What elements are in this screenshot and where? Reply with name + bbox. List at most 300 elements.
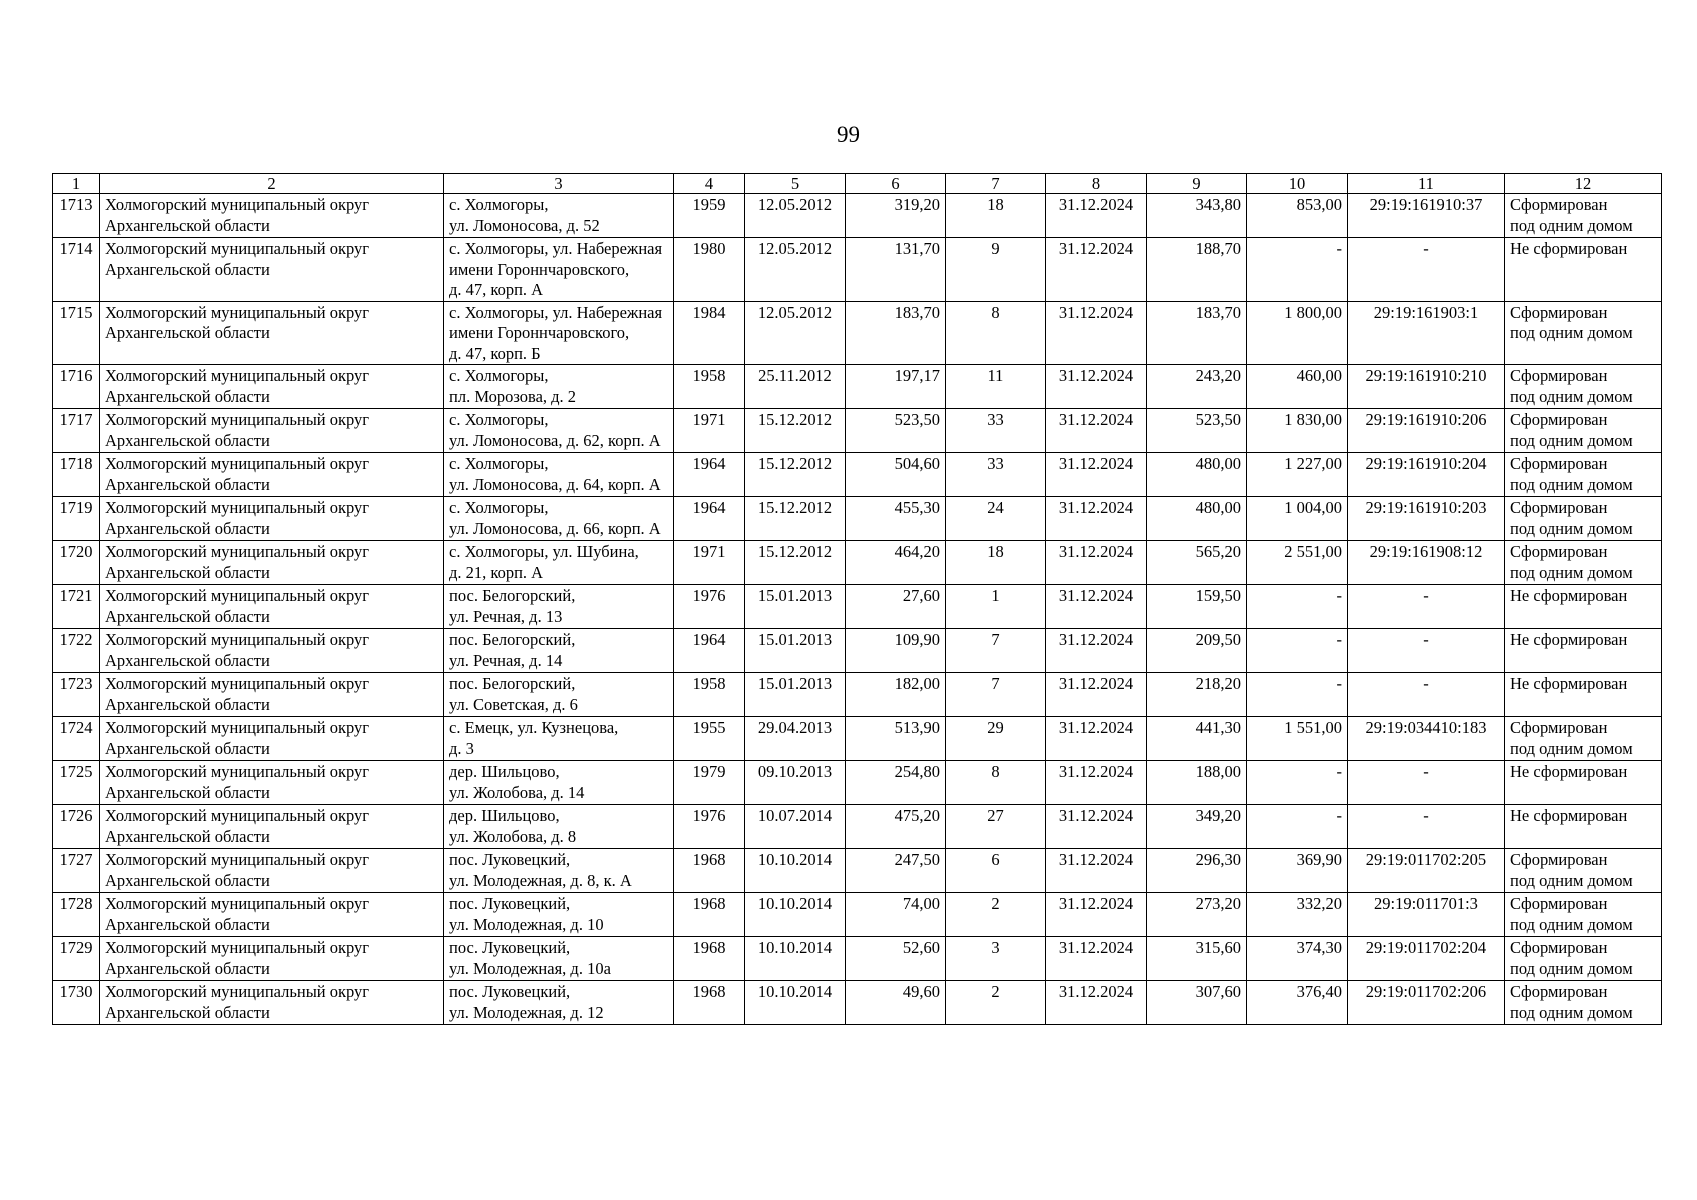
- cadastral-number-cell: 29:19:011702:204: [1348, 937, 1505, 981]
- year-cell: 1976: [674, 805, 745, 849]
- status-cell-line: под одним домом: [1510, 562, 1633, 582]
- deadline-cell: 31.12.2024: [1046, 238, 1147, 302]
- municipality-cell-line: Архангельской области: [105, 870, 270, 890]
- status-cell-line: под одним домом: [1510, 738, 1633, 758]
- total-area-cell: 523,50: [1147, 409, 1247, 453]
- land-area-cell: 853,00: [1247, 194, 1348, 238]
- address-cell-line: д. 47, корп. А: [449, 280, 544, 299]
- table-row: [53, 301, 1662, 365]
- year-cell: 1968: [674, 937, 745, 981]
- row-number: 1721: [53, 585, 100, 629]
- col-header: 12: [1505, 174, 1662, 194]
- cadastral-number-cell: 29:19:011702:205: [1348, 849, 1505, 893]
- row-number: 1713: [53, 194, 100, 238]
- municipality-cell: [100, 365, 444, 409]
- status-cell: [1505, 761, 1662, 805]
- date-cell: 10.07.2014: [745, 805, 846, 849]
- year-cell: 1964: [674, 629, 745, 673]
- status-cell-line: Сформирован: [1510, 498, 1608, 517]
- total-area-cell: 296,30: [1147, 849, 1247, 893]
- municipality-cell-line: Холмогорский муниципальный округ: [105, 630, 370, 649]
- address-cell-line: с. Холмогоры,: [449, 498, 549, 517]
- residents-cell: 33: [946, 453, 1046, 497]
- cadastral-number-cell: -: [1348, 673, 1505, 717]
- municipality-cell: [100, 585, 444, 629]
- address-cell: [444, 761, 674, 805]
- area-cell: 52,60: [846, 937, 946, 981]
- cadastral-number-cell: 29:19:161910:204: [1348, 453, 1505, 497]
- municipality-cell: [100, 497, 444, 541]
- row-number: 1723: [53, 673, 100, 717]
- address-cell: [444, 194, 674, 238]
- date-cell: 15.12.2012: [745, 409, 846, 453]
- total-area-cell: 159,50: [1147, 585, 1247, 629]
- municipality-cell-line: Холмогорский муниципальный округ: [105, 542, 370, 561]
- area-cell: 49,60: [846, 981, 946, 1025]
- address-cell: [444, 497, 674, 541]
- municipality-cell-line: Архангельской области: [105, 606, 270, 626]
- municipality-cell: [100, 541, 444, 585]
- date-cell: 12.05.2012: [745, 194, 846, 238]
- deadline-cell: 31.12.2024: [1046, 937, 1147, 981]
- table-row: [53, 717, 1662, 761]
- municipality-cell-line: Холмогорский муниципальный округ: [105, 454, 370, 473]
- date-cell: 15.12.2012: [745, 497, 846, 541]
- year-cell: 1968: [674, 981, 745, 1025]
- municipality-cell-line: Архангельской области: [105, 1002, 270, 1022]
- status-cell-line: Сформирован: [1510, 894, 1608, 913]
- land-area-cell: -: [1247, 585, 1348, 629]
- municipality-cell: [100, 453, 444, 497]
- address-cell-line: с. Холмогоры,: [449, 410, 549, 429]
- status-cell-line: Не сформирован: [1510, 239, 1628, 258]
- row-number: 1718: [53, 453, 100, 497]
- year-cell: 1964: [674, 453, 745, 497]
- land-area-cell: 1 800,00: [1247, 301, 1348, 365]
- deadline-cell: 31.12.2024: [1046, 981, 1147, 1025]
- status-cell-line: Не сформирован: [1510, 586, 1628, 605]
- total-area-cell: 480,00: [1147, 453, 1247, 497]
- municipality-cell: [100, 805, 444, 849]
- residents-cell: 2: [946, 981, 1046, 1025]
- total-area-cell: 218,20: [1147, 673, 1247, 717]
- address-cell: [444, 365, 674, 409]
- date-cell: 15.12.2012: [745, 541, 846, 585]
- address-cell-line: дер. Шильцово,: [449, 806, 560, 825]
- address-cell: [444, 893, 674, 937]
- address-cell: [444, 629, 674, 673]
- residents-cell: 8: [946, 301, 1046, 365]
- table-row: [53, 761, 1662, 805]
- area-cell: 74,00: [846, 893, 946, 937]
- municipality-cell: [100, 893, 444, 937]
- total-area-cell: 188,00: [1147, 761, 1247, 805]
- deadline-cell: 31.12.2024: [1046, 893, 1147, 937]
- status-cell-line: под одним домом: [1510, 1002, 1633, 1022]
- municipality-cell-line: Холмогорский муниципальный округ: [105, 762, 370, 781]
- address-cell-line: д. 21, корп. А: [449, 562, 544, 582]
- address-cell-line: дер. Шильцово,: [449, 762, 560, 781]
- address-cell-line: ул. Ломоносова, д. 62, корп. А: [449, 430, 661, 450]
- area-cell: 513,90: [846, 717, 946, 761]
- status-cell-line: под одним домом: [1510, 430, 1633, 450]
- municipality-cell-line: Холмогорский муниципальный округ: [105, 410, 370, 429]
- deadline-cell: 31.12.2024: [1046, 629, 1147, 673]
- address-cell-line: пл. Морозова, д. 2: [449, 386, 577, 406]
- status-cell-line: Сформирован: [1510, 542, 1608, 561]
- status-cell-line: под одним домом: [1510, 518, 1633, 538]
- status-cell-line: Сформирован: [1510, 195, 1608, 214]
- status-cell: [1505, 937, 1662, 981]
- status-cell: [1505, 585, 1662, 629]
- address-cell: [444, 937, 674, 981]
- deadline-cell: 31.12.2024: [1046, 761, 1147, 805]
- municipality-cell-line: Архангельской области: [105, 259, 270, 279]
- land-area-cell: -: [1247, 673, 1348, 717]
- table-row: [53, 453, 1662, 497]
- status-cell-line: Не сформирован: [1510, 630, 1628, 649]
- area-cell: 319,20: [846, 194, 946, 238]
- year-cell: 1959: [674, 194, 745, 238]
- status-cell-line: под одним домом: [1510, 914, 1633, 934]
- deadline-cell: 31.12.2024: [1046, 717, 1147, 761]
- date-cell: 10.10.2014: [745, 893, 846, 937]
- cadastral-number-cell: -: [1348, 805, 1505, 849]
- table-row: [53, 194, 1662, 238]
- header-row: [53, 174, 1662, 194]
- area-cell: 27,60: [846, 585, 946, 629]
- cadastral-number-cell: 29:19:161910:210: [1348, 365, 1505, 409]
- address-cell-line: ул. Молодежная, д. 10: [449, 914, 604, 934]
- municipality-cell-line: Архангельской области: [105, 474, 270, 494]
- deadline-cell: 31.12.2024: [1046, 585, 1147, 629]
- status-cell: [1505, 717, 1662, 761]
- status-cell-line: под одним домом: [1510, 870, 1633, 890]
- cadastral-number-cell: -: [1348, 238, 1505, 302]
- address-cell-line: с. Холмогоры,: [449, 195, 549, 214]
- residents-cell: 8: [946, 761, 1046, 805]
- date-cell: 09.10.2013: [745, 761, 846, 805]
- address-cell: [444, 585, 674, 629]
- address-cell-line: ул. Советская, д. 6: [449, 694, 578, 714]
- area-cell: 109,90: [846, 629, 946, 673]
- status-cell: [1505, 409, 1662, 453]
- land-area-cell: 2 551,00: [1247, 541, 1348, 585]
- row-number: 1724: [53, 717, 100, 761]
- year-cell: 1968: [674, 849, 745, 893]
- status-cell-line: Не сформирован: [1510, 806, 1628, 825]
- deadline-cell: 31.12.2024: [1046, 301, 1147, 365]
- row-number: 1719: [53, 497, 100, 541]
- address-cell-line: ул. Ломоносова, д. 64, корп. А: [449, 474, 661, 494]
- total-area-cell: 349,20: [1147, 805, 1247, 849]
- cadastral-number-cell: 29:19:161910:37: [1348, 194, 1505, 238]
- municipality-cell: [100, 937, 444, 981]
- cadastral-number-cell: 29:19:011702:206: [1348, 981, 1505, 1025]
- col-header: 7: [946, 174, 1046, 194]
- deadline-cell: 31.12.2024: [1046, 849, 1147, 893]
- area-cell: 247,50: [846, 849, 946, 893]
- status-cell-line: Не сформирован: [1510, 674, 1628, 693]
- table-row: [53, 805, 1662, 849]
- address-cell-line: пос. Белогорский,: [449, 586, 576, 605]
- municipality-cell: [100, 761, 444, 805]
- area-cell: 475,20: [846, 805, 946, 849]
- municipality-cell-line: Холмогорский муниципальный округ: [105, 239, 370, 258]
- status-cell: [1505, 629, 1662, 673]
- row-number: 1715: [53, 301, 100, 365]
- municipality-cell-line: Архангельской области: [105, 650, 270, 670]
- municipality-cell-line: Холмогорский муниципальный округ: [105, 674, 370, 693]
- cadastral-number-cell: 29:19:034410:183: [1348, 717, 1505, 761]
- status-cell-line: Не сформирован: [1510, 762, 1628, 781]
- municipality-cell-line: Архангельской области: [105, 215, 270, 235]
- area-cell: 197,17: [846, 365, 946, 409]
- municipality-cell-line: Холмогорский муниципальный округ: [105, 498, 370, 517]
- address-cell-line: ул. Жолобова, д. 14: [449, 782, 585, 802]
- status-cell: [1505, 365, 1662, 409]
- year-cell: 1955: [674, 717, 745, 761]
- municipality-cell: [100, 849, 444, 893]
- deadline-cell: 31.12.2024: [1046, 541, 1147, 585]
- year-cell: 1980: [674, 238, 745, 302]
- residents-cell: 11: [946, 365, 1046, 409]
- address-cell: [444, 981, 674, 1025]
- year-cell: 1964: [674, 497, 745, 541]
- land-area-cell: 374,30: [1247, 937, 1348, 981]
- col-header: 4: [674, 174, 745, 194]
- municipality-cell-line: Архангельской области: [105, 386, 270, 406]
- address-cell-line: пос. Белогорский,: [449, 630, 576, 649]
- table-row: [53, 238, 1662, 302]
- row-number: 1720: [53, 541, 100, 585]
- status-cell: [1505, 301, 1662, 365]
- address-cell-line: пос. Луковецкий,: [449, 850, 571, 869]
- residents-cell: 7: [946, 673, 1046, 717]
- deadline-cell: 31.12.2024: [1046, 805, 1147, 849]
- total-area-cell: 188,70: [1147, 238, 1247, 302]
- municipality-cell-line: Холмогорский муниципальный округ: [105, 586, 370, 605]
- land-area-cell: 1 551,00: [1247, 717, 1348, 761]
- row-number: 1716: [53, 365, 100, 409]
- municipality-cell-line: Архангельской области: [105, 694, 270, 714]
- residents-cell: 33: [946, 409, 1046, 453]
- date-cell: 12.05.2012: [745, 238, 846, 302]
- col-header: 10: [1247, 174, 1348, 194]
- municipality-cell: [100, 301, 444, 365]
- residents-cell: 24: [946, 497, 1046, 541]
- municipality-cell-line: Холмогорский муниципальный округ: [105, 982, 370, 1001]
- total-area-cell: 183,70: [1147, 301, 1247, 365]
- status-cell: [1505, 238, 1662, 302]
- status-cell-line: под одним домом: [1510, 323, 1633, 342]
- residents-cell: 1: [946, 585, 1046, 629]
- area-cell: 464,20: [846, 541, 946, 585]
- address-cell-line: с. Холмогоры, ул. Шубина,: [449, 542, 639, 561]
- date-cell: 10.10.2014: [745, 849, 846, 893]
- total-area-cell: 343,80: [1147, 194, 1247, 238]
- deadline-cell: 31.12.2024: [1046, 453, 1147, 497]
- table-row: [53, 409, 1662, 453]
- status-cell-line: под одним домом: [1510, 958, 1633, 978]
- col-header: 5: [745, 174, 846, 194]
- year-cell: 1968: [674, 893, 745, 937]
- address-cell-line: пос. Луковецкий,: [449, 894, 571, 913]
- col-header: 9: [1147, 174, 1247, 194]
- status-cell-line: Сформирован: [1510, 718, 1608, 737]
- address-cell-line: д. 3: [449, 738, 474, 758]
- area-cell: 131,70: [846, 238, 946, 302]
- date-cell: 10.10.2014: [745, 937, 846, 981]
- status-cell-line: под одним домом: [1510, 386, 1633, 406]
- status-cell-line: Сформирован: [1510, 302, 1608, 322]
- address-cell: [444, 717, 674, 761]
- col-header: 3: [444, 174, 674, 194]
- land-area-cell: 369,90: [1247, 849, 1348, 893]
- address-cell-line: ул. Молодежная, д. 10а: [449, 958, 611, 978]
- area-cell: 183,70: [846, 301, 946, 365]
- col-header: 11: [1348, 174, 1505, 194]
- total-area-cell: 480,00: [1147, 497, 1247, 541]
- status-cell-line: Сформирован: [1510, 366, 1608, 385]
- address-cell-line: ул. Молодежная, д. 8, к. А: [449, 870, 632, 890]
- table-row: [53, 673, 1662, 717]
- total-area-cell: 307,60: [1147, 981, 1247, 1025]
- status-cell: [1505, 893, 1662, 937]
- address-cell-line: ул. Ломоносова, д. 66, корп. А: [449, 518, 661, 538]
- land-area-cell: 332,20: [1247, 893, 1348, 937]
- municipality-cell-line: Архангельской области: [105, 914, 270, 934]
- cadastral-number-cell: -: [1348, 761, 1505, 805]
- address-cell-line: пос. Луковецкий,: [449, 938, 571, 957]
- municipality-cell: [100, 717, 444, 761]
- year-cell: 1958: [674, 365, 745, 409]
- municipality-cell-line: Холмогорский муниципальный округ: [105, 302, 370, 322]
- row-number: 1714: [53, 238, 100, 302]
- address-cell: [444, 301, 674, 365]
- table-row: [53, 629, 1662, 673]
- table-row: [53, 849, 1662, 893]
- deadline-cell: 31.12.2024: [1046, 673, 1147, 717]
- row-number: 1722: [53, 629, 100, 673]
- municipality-cell: [100, 629, 444, 673]
- residents-cell: 18: [946, 541, 1046, 585]
- municipality-cell-line: Архангельской области: [105, 782, 270, 802]
- address-cell-line: ул. Речная, д. 14: [449, 650, 563, 670]
- municipality-cell: [100, 238, 444, 302]
- cadastral-number-cell: 29:19:161910:203: [1348, 497, 1505, 541]
- year-cell: 1976: [674, 585, 745, 629]
- residents-cell: 7: [946, 629, 1046, 673]
- address-cell-line: с. Холмогоры, ул. Набережная: [449, 302, 663, 322]
- land-area-cell: -: [1247, 238, 1348, 302]
- status-cell-line: Сформирован: [1510, 850, 1608, 869]
- table-row: [53, 585, 1662, 629]
- status-cell-line: Сформирован: [1510, 454, 1608, 473]
- land-area-cell: -: [1247, 805, 1348, 849]
- address-cell-line: имени Гороннчаровского,: [449, 323, 630, 342]
- municipality-cell-line: Архангельской области: [105, 958, 270, 978]
- table-row: [53, 893, 1662, 937]
- status-cell: [1505, 194, 1662, 238]
- area-cell: 523,50: [846, 409, 946, 453]
- area-cell: 504,60: [846, 453, 946, 497]
- land-area-cell: -: [1247, 761, 1348, 805]
- address-cell-line: ул. Жолобова, д. 8: [449, 826, 577, 846]
- land-area-cell: -: [1247, 629, 1348, 673]
- total-area-cell: 315,60: [1147, 937, 1247, 981]
- address-cell: [444, 541, 674, 585]
- residents-cell: 18: [946, 194, 1046, 238]
- address-cell-line: с. Холмогоры,: [449, 366, 549, 385]
- row-number: 1730: [53, 981, 100, 1025]
- row-number: 1727: [53, 849, 100, 893]
- status-cell-line: под одним домом: [1510, 474, 1633, 494]
- year-cell: 1958: [674, 673, 745, 717]
- date-cell: 25.11.2012: [745, 365, 846, 409]
- address-cell-line: с. Емецк, ул. Кузнецова,: [449, 718, 619, 737]
- row-number: 1729: [53, 937, 100, 981]
- address-cell-line: ул. Речная, д. 13: [449, 606, 563, 626]
- address-cell-line: пос. Белогорский,: [449, 674, 576, 693]
- date-cell: 29.04.2013: [745, 717, 846, 761]
- municipality-cell-line: Холмогорский муниципальный округ: [105, 806, 370, 825]
- address-cell: [444, 409, 674, 453]
- housing-registry-table: [52, 173, 1662, 1025]
- total-area-cell: 209,50: [1147, 629, 1247, 673]
- area-cell: 182,00: [846, 673, 946, 717]
- area-cell: 254,80: [846, 761, 946, 805]
- total-area-cell: 243,20: [1147, 365, 1247, 409]
- municipality-cell: [100, 409, 444, 453]
- residents-cell: 27: [946, 805, 1046, 849]
- cadastral-number-cell: -: [1348, 585, 1505, 629]
- deadline-cell: 31.12.2024: [1046, 365, 1147, 409]
- col-header: 1: [53, 174, 100, 194]
- date-cell: 15.01.2013: [745, 673, 846, 717]
- area-cell: 455,30: [846, 497, 946, 541]
- date-cell: 10.10.2014: [745, 981, 846, 1025]
- address-cell: [444, 238, 674, 302]
- cadastral-number-cell: 29:19:011701:3: [1348, 893, 1505, 937]
- land-area-cell: 376,40: [1247, 981, 1348, 1025]
- status-cell-line: Сформирован: [1510, 938, 1608, 957]
- status-cell: [1505, 673, 1662, 717]
- total-area-cell: 441,30: [1147, 717, 1247, 761]
- residents-cell: 3: [946, 937, 1046, 981]
- municipality-cell-line: Архангельской области: [105, 323, 270, 342]
- municipality-cell: [100, 981, 444, 1025]
- municipality-cell-line: Архангельской области: [105, 738, 270, 758]
- residents-cell: 2: [946, 893, 1046, 937]
- col-header: 6: [846, 174, 946, 194]
- date-cell: 12.05.2012: [745, 301, 846, 365]
- municipality-cell: [100, 673, 444, 717]
- table-row: [53, 541, 1662, 585]
- table-row: [53, 365, 1662, 409]
- land-area-cell: 460,00: [1247, 365, 1348, 409]
- date-cell: 15.01.2013: [745, 629, 846, 673]
- cadastral-number-cell: -: [1348, 629, 1505, 673]
- deadline-cell: 31.12.2024: [1046, 497, 1147, 541]
- date-cell: 15.12.2012: [745, 453, 846, 497]
- cadastral-number-cell: 29:19:161908:12: [1348, 541, 1505, 585]
- table-row: [53, 937, 1662, 981]
- address-cell: [444, 673, 674, 717]
- row-number: 1728: [53, 893, 100, 937]
- cadastral-number-cell: 29:19:161903:1: [1348, 301, 1505, 365]
- municipality-cell-line: Холмогорский муниципальный округ: [105, 718, 370, 737]
